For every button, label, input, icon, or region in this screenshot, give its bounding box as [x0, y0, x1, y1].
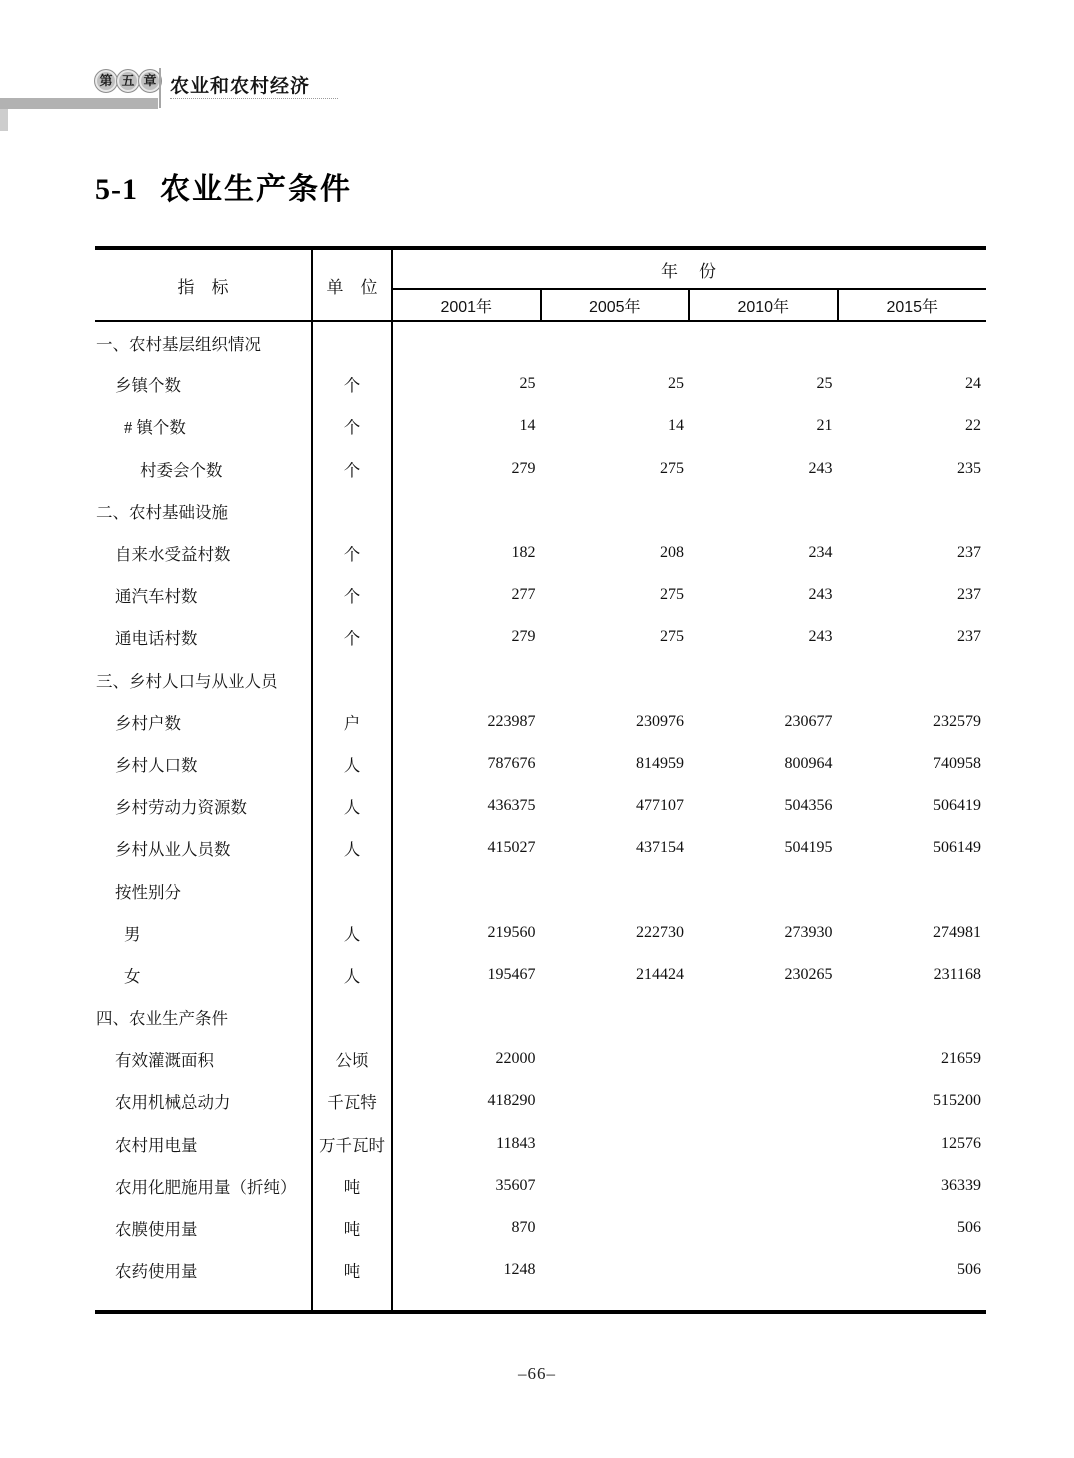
value-cell: 195467 [487, 965, 536, 983]
value-cell: 230265 [784, 965, 833, 983]
value-cell [392, 659, 541, 701]
value-cell: 22 [965, 417, 981, 435]
table-row [95, 743, 986, 785]
unit-cell: 千瓦特 [312, 1080, 392, 1122]
table-row [95, 827, 986, 869]
value-cell: 275 [660, 628, 684, 646]
indicator-cell: 有效灌溉面积 [95, 1038, 312, 1080]
unit-cell: 个 [312, 405, 392, 447]
header-indicator: 指 标 [95, 248, 312, 321]
indicator-cell: 三、乡村人口与从业人员 [95, 659, 312, 701]
value-cell [838, 321, 987, 363]
value-cell: 237 [957, 544, 981, 562]
value-cell: 275 [660, 586, 684, 604]
header-year-2015: 2015年 [838, 289, 987, 321]
spacer-cell [541, 1291, 690, 1312]
value-cell: 24 [965, 375, 981, 393]
unit-cell [312, 996, 392, 1038]
header-unit: 单 位 [312, 248, 392, 321]
unit-cell: 人 [312, 912, 392, 954]
chapter-divider [159, 68, 161, 108]
unit-cell [312, 659, 392, 701]
indicator-cell: 一、农村基层组织情况 [95, 321, 312, 363]
spacer-cell [689, 1291, 838, 1312]
value-cell: 208 [660, 544, 684, 562]
value-cell: 243 [808, 628, 833, 646]
value-cell [689, 996, 838, 1038]
value-cell [541, 1207, 690, 1249]
unit-cell [312, 490, 392, 532]
value-cell: 231168 [933, 965, 981, 983]
indicator-cell: 村委会个数 [95, 448, 312, 490]
header-year-2001: 2001年 [392, 289, 541, 321]
unit-cell: 人 [312, 827, 392, 869]
chapter-title-underline [170, 98, 338, 99]
header-year-group: 年 份 [392, 248, 986, 289]
value-cell: 232579 [933, 712, 981, 730]
indicator-cell: 男 [95, 912, 312, 954]
value-cell: 14 [519, 417, 536, 435]
chapter-badge-character: 章 [138, 69, 162, 93]
section-number: 5-1 [95, 173, 138, 206]
table-row [95, 1207, 986, 1249]
indicator-cell: 乡村从业人员数 [95, 827, 312, 869]
table-row [95, 321, 986, 363]
value-cell: 14 [668, 417, 684, 435]
page-number: –66– [518, 1364, 556, 1383]
value-cell: 36339 [941, 1176, 981, 1194]
indicator-cell: 乡村户数 [95, 701, 312, 743]
value-cell: 219560 [487, 923, 536, 941]
value-cell: 230677 [784, 712, 833, 730]
value-cell: 223987 [487, 712, 536, 730]
value-cell: 504356 [784, 797, 833, 815]
indicator-cell: 女 [95, 954, 312, 996]
value-cell [689, 1249, 838, 1291]
value-cell [689, 1123, 838, 1165]
unit-cell: 人 [312, 785, 392, 827]
value-cell: 22000 [495, 1050, 536, 1068]
unit-cell: 人 [312, 954, 392, 996]
header-year-2005: 2005年 [541, 289, 690, 321]
table-row [95, 659, 986, 701]
chapter-badge-character: 第 [94, 69, 118, 93]
value-cell [689, 1080, 838, 1122]
unit-cell: 人 [312, 743, 392, 785]
value-cell [689, 1165, 838, 1207]
table-row [95, 363, 986, 405]
indicator-cell: 农药使用量 [95, 1249, 312, 1291]
value-cell: 21659 [941, 1050, 981, 1068]
table-body [95, 321, 986, 1312]
value-cell: 515200 [933, 1092, 981, 1110]
table-row [95, 532, 986, 574]
value-cell [689, 869, 838, 911]
statistics-table [95, 246, 986, 1314]
value-cell [541, 869, 690, 911]
table-row [95, 954, 986, 996]
value-cell: 506 [957, 1219, 981, 1237]
value-cell: 506149 [933, 839, 981, 857]
value-cell: 787676 [487, 754, 536, 772]
value-cell: 237 [957, 586, 981, 604]
value-cell: 12576 [941, 1134, 981, 1152]
value-cell: 506 [957, 1261, 981, 1279]
indicator-cell: 农村用电量 [95, 1123, 312, 1165]
value-cell [541, 1165, 690, 1207]
value-cell: 437154 [636, 839, 684, 857]
table-row [95, 869, 986, 911]
indicator-cell: 乡村人口数 [95, 743, 312, 785]
unit-cell: 个 [312, 448, 392, 490]
indicator-cell: 农用机械总动力 [95, 1080, 312, 1122]
value-cell [541, 490, 690, 532]
value-cell [689, 321, 838, 363]
value-cell: 504195 [784, 839, 833, 857]
value-cell: 25 [816, 375, 833, 393]
value-cell: 237 [957, 628, 981, 646]
value-cell: 506419 [933, 797, 981, 815]
table-spacer-row [95, 1291, 986, 1312]
value-cell [838, 869, 987, 911]
value-cell: 274981 [933, 923, 981, 941]
value-cell [541, 1123, 690, 1165]
header-gray-bar [0, 98, 158, 109]
value-cell: 814959 [636, 754, 684, 772]
value-cell: 214424 [636, 965, 684, 983]
table-row [95, 996, 986, 1038]
table-row [95, 405, 986, 447]
indicator-cell: 按性别分 [95, 869, 312, 911]
indicator-cell: 农膜使用量 [95, 1207, 312, 1249]
section-title [95, 164, 352, 208]
spacer-cell [312, 1291, 392, 1312]
value-cell [689, 490, 838, 532]
spacer-cell [392, 1291, 541, 1312]
value-cell [541, 1249, 690, 1291]
table-row [95, 1123, 986, 1165]
value-cell [838, 490, 987, 532]
value-cell: 275 [660, 459, 684, 477]
value-cell: 243 [808, 459, 833, 477]
value-cell [838, 659, 987, 701]
value-cell [541, 321, 690, 363]
value-cell: 1248 [503, 1261, 536, 1279]
header-row-1 [95, 248, 986, 289]
value-cell: 243 [808, 586, 833, 604]
unit-cell [312, 869, 392, 911]
unit-cell: 公顷 [312, 1038, 392, 1080]
value-cell: 273930 [784, 923, 833, 941]
unit-cell: 万千瓦时 [312, 1123, 392, 1165]
unit-cell: 吨 [312, 1165, 392, 1207]
value-cell [392, 869, 541, 911]
indicator-cell: 乡村劳动力资源数 [95, 785, 312, 827]
unit-cell: 个 [312, 363, 392, 405]
value-cell [689, 1038, 838, 1080]
indicator-cell: 通汽车村数 [95, 574, 312, 616]
unit-cell: 个 [312, 574, 392, 616]
unit-cell: 吨 [312, 1249, 392, 1291]
value-cell: 415027 [487, 839, 536, 857]
value-cell: 740958 [933, 754, 981, 772]
value-cell: 477107 [636, 797, 684, 815]
value-cell: 11843 [496, 1134, 536, 1152]
table-row [95, 616, 986, 658]
table-row [95, 912, 986, 954]
value-cell: 25 [668, 375, 684, 393]
unit-cell: 个 [312, 616, 392, 658]
value-cell: 35607 [495, 1176, 536, 1194]
table-row [95, 1249, 986, 1291]
value-cell: 182 [511, 544, 536, 562]
section-name: 农业生产条件 [160, 173, 352, 206]
table-row [95, 701, 986, 743]
value-cell [392, 490, 541, 532]
table-row [95, 1080, 986, 1122]
value-cell: 418290 [487, 1092, 536, 1110]
spacer-cell [95, 1291, 312, 1312]
header-year-2010: 2010年 [689, 289, 838, 321]
value-cell: 230976 [636, 712, 684, 730]
value-cell: 870 [511, 1219, 536, 1237]
indicator-cell: 自来水受益村数 [95, 532, 312, 574]
value-cell [838, 996, 987, 1038]
chapter-badge [94, 69, 160, 93]
value-cell [392, 321, 541, 363]
unit-cell: 吨 [312, 1207, 392, 1249]
unit-cell [312, 321, 392, 363]
table-row [95, 448, 986, 490]
value-cell: 279 [511, 459, 536, 477]
value-cell: 800964 [784, 754, 833, 772]
value-cell [392, 996, 541, 1038]
table-row [95, 574, 986, 616]
table-row [95, 490, 986, 532]
value-cell: 25 [519, 375, 536, 393]
value-cell: 222730 [636, 923, 684, 941]
table-row [95, 1165, 986, 1207]
table-row [95, 785, 986, 827]
value-cell: 277 [511, 586, 536, 604]
indicator-cell: # 镇个数 [95, 405, 312, 447]
table-row [95, 1038, 986, 1080]
value-cell [541, 1080, 690, 1122]
indicator-cell: 乡镇个数 [95, 363, 312, 405]
value-cell: 234 [808, 544, 833, 562]
value-cell: 235 [957, 459, 981, 477]
value-cell: 436375 [487, 797, 536, 815]
unit-cell: 个 [312, 532, 392, 574]
indicator-cell: 四、农业生产条件 [95, 996, 312, 1038]
value-cell [689, 659, 838, 701]
unit-cell: 户 [312, 701, 392, 743]
indicator-cell: 农用化肥施用量（折纯） [95, 1165, 312, 1207]
spacer-cell [838, 1291, 987, 1312]
chapter-badge-character: 五 [116, 69, 140, 93]
value-cell: 21 [816, 417, 833, 435]
value-cell [689, 1207, 838, 1249]
value-cell [541, 659, 690, 701]
value-cell [541, 996, 690, 1038]
value-cell: 279 [511, 628, 536, 646]
indicator-cell: 通电话村数 [95, 616, 312, 658]
value-cell [541, 1038, 690, 1080]
chapter-title: 农业和农村经济 [170, 76, 311, 97]
page-edge-tab [0, 109, 8, 131]
indicator-cell: 二、农村基础设施 [95, 490, 312, 532]
